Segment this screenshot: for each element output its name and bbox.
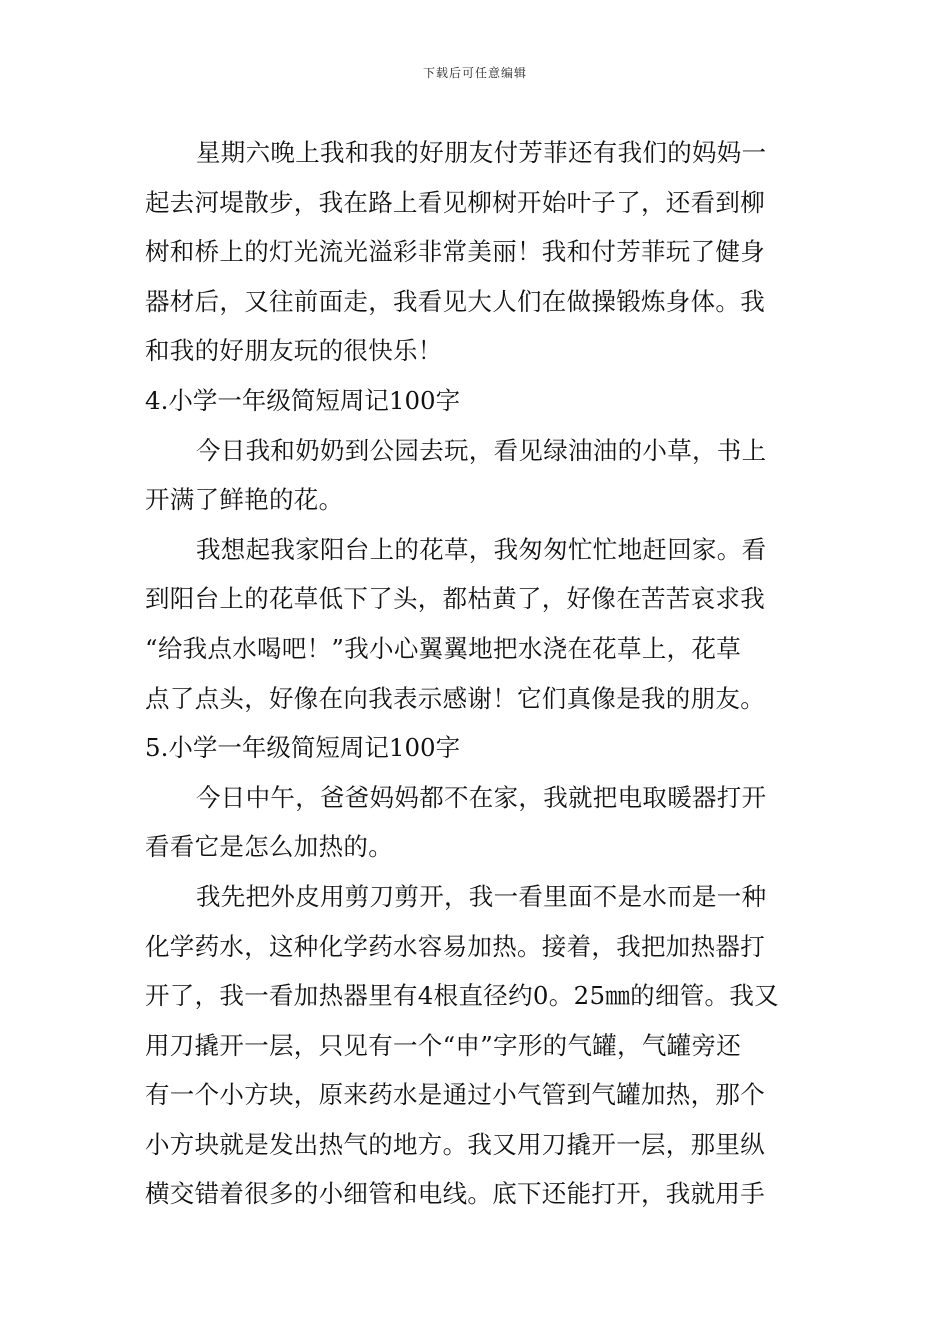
- section-heading: 5.小学一年级简短周记100字: [145, 733, 461, 763]
- paragraph-line: 横交错着很多的小细管和电线。底下还能打开，我就用手: [145, 1179, 765, 1209]
- paragraph-line: 我先把外皮用剪刀剪开，我一看里面不是水而是一种: [196, 881, 767, 911]
- paragraph-line: 点了点头，好像在向我表示感谢！它们真像是我的朋友。: [145, 683, 765, 713]
- paragraph-line: 小方块就是发出热气的地方。我又用刀撬开一层，那里纵: [145, 1129, 765, 1159]
- paragraph-line: 今日中午，爸爸妈妈都不在家，我就把电取暖器打开: [196, 782, 767, 812]
- paragraph-line: 和我的好朋友玩的很快乐！: [145, 336, 443, 366]
- paragraph-line: 化学药水，这种化学药水容易加热。接着，我把加热器打: [145, 931, 765, 961]
- paragraph-line: 开了，我一看加热器里有4根直径约0。25㎜的细管。我又: [145, 981, 779, 1011]
- paragraph-line: 到阳台上的花草低下了头，都枯黄了，好像在苦苦哀求我: [145, 584, 765, 614]
- paragraph-line: 看看它是怎么加热的。: [145, 832, 393, 862]
- paragraph-line: “给我点水喝吧！”我小心翼翼地把水浇在花草上，花草: [145, 633, 742, 663]
- paragraph-line: 器材后，又往前面走，我看见大人们在做操锻炼身体。我: [145, 286, 765, 316]
- section-heading: 4.小学一年级简短周记100字: [145, 385, 461, 415]
- paragraph-line: 树和桥上的灯光流光溢彩非常美丽！我和付芳菲玩了健身: [145, 237, 765, 267]
- paragraph-line: 星期六晚上我和我的好朋友付芳菲还有我们的妈妈一: [196, 138, 767, 167]
- paragraph-line: 有一个小方块，原来药水是通过小气管到气罐加热，那个: [145, 1080, 765, 1110]
- paragraph-line: 我想起我家阳台上的花草，我匆匆忙忙地赶回家。看: [196, 534, 767, 564]
- document-body: [145, 128, 807, 1219]
- paragraph-line: 今日我和奶奶到公园去玩，看见绿油油的小草，书上: [196, 435, 767, 465]
- page-header: 下载后可任意编辑: [422, 66, 527, 80]
- paragraph-line: 开满了鲜艳的花。: [145, 485, 344, 515]
- paragraph-line: 用刀撬开一层，只见有一个“申”字形的气罐，气罐旁还: [145, 1030, 742, 1060]
- paragraph-line: 起去河堤散步，我在路上看见柳树开始叶子了，还看到柳: [145, 187, 765, 217]
